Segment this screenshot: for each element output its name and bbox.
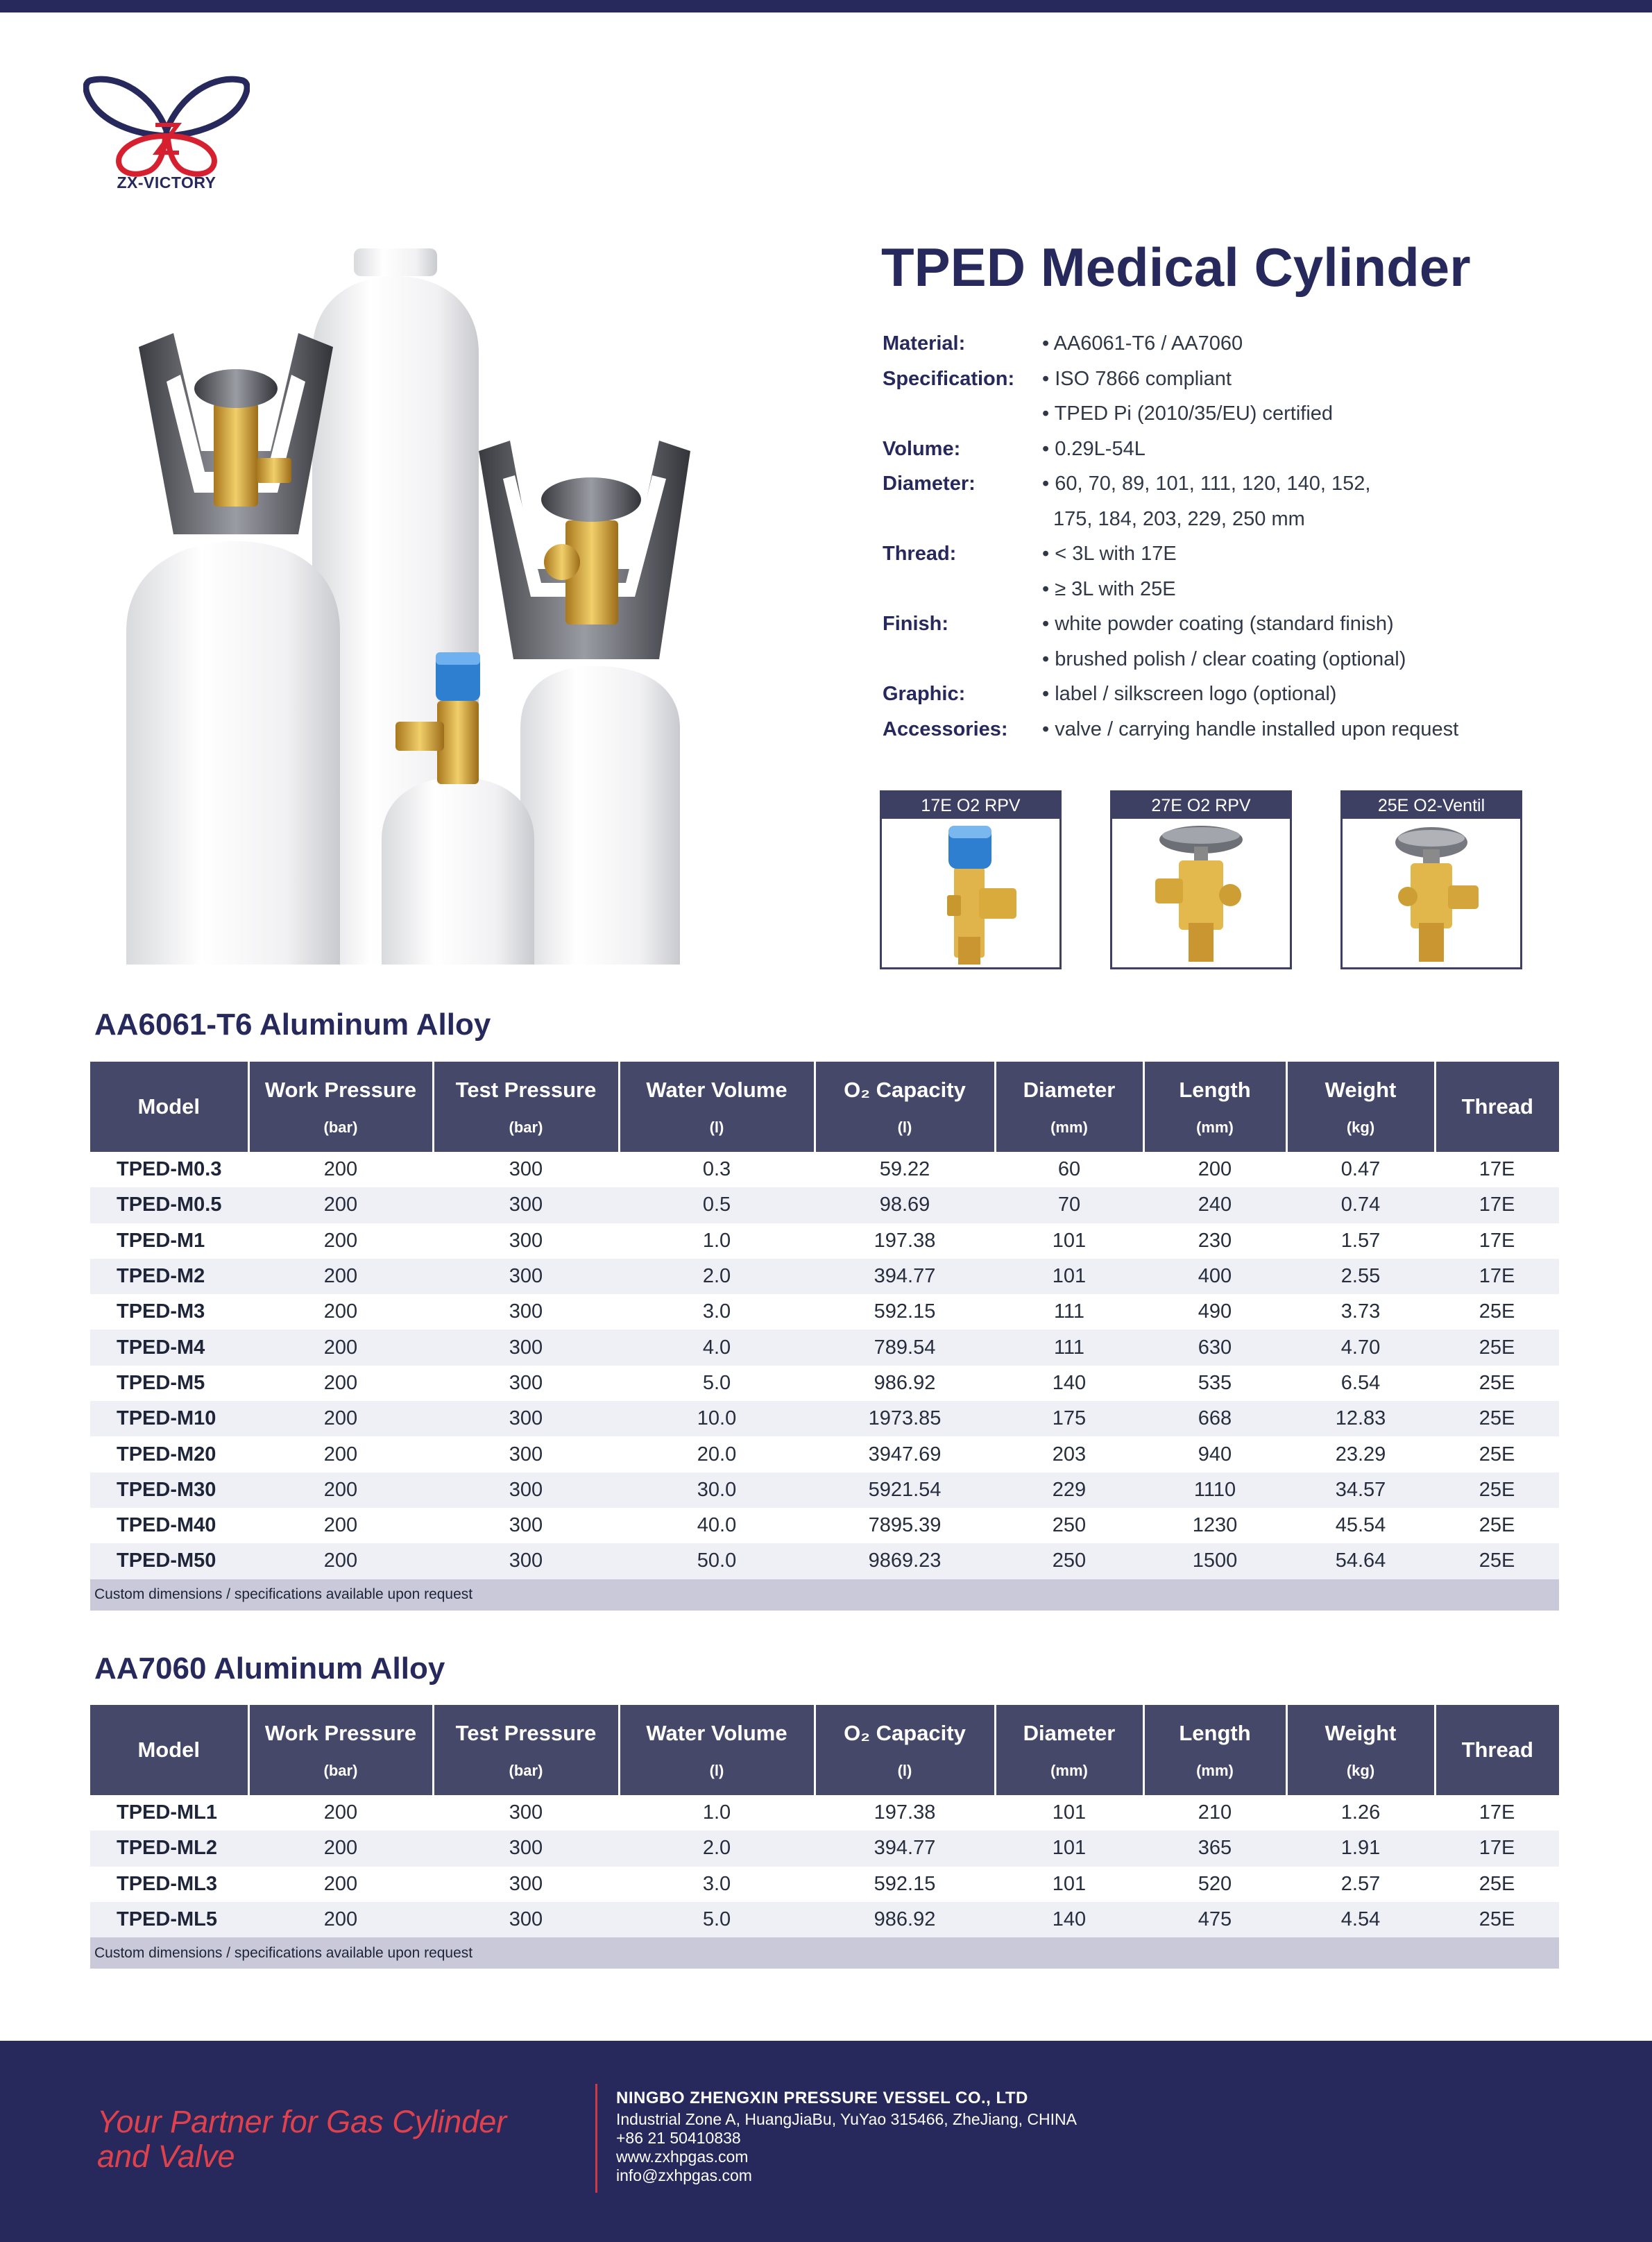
model-cell: TPED-M1 — [117, 1229, 205, 1252]
table-cell: 101 — [1052, 1872, 1087, 1895]
table-cell: 200 — [1198, 1158, 1232, 1181]
spec-value: • AA6061-T6 / AA7060 — [1042, 332, 1243, 355]
table-cell: 4.0 — [619, 1330, 815, 1365]
table-note: Custom dimensions / specifications available upon request — [90, 1579, 1559, 1611]
spec-value: • 60, 70, 89, 101, 111, 120, 140, 152, — [1042, 473, 1371, 495]
model-cell: TPED-M2 — [90, 1259, 248, 1294]
table-cell: 23.29 — [1335, 1443, 1386, 1466]
table-cell: 300 — [433, 1259, 619, 1294]
table-cell: 101 — [995, 1831, 1143, 1866]
valve-card-27e — [1110, 790, 1292, 969]
table-cell: 20.0 — [697, 1443, 737, 1466]
table-cell: 200 — [323, 1300, 358, 1323]
valve-card-25e — [1340, 790, 1522, 969]
spec-row — [883, 466, 1590, 502]
spec-value: • TPED Pi (2010/35/EU) certified — [1042, 402, 1334, 425]
spec-value: • 0.29L-54L — [1042, 437, 1146, 460]
table-cell: 197.38 — [874, 1801, 936, 1824]
table-cell: 200 — [323, 1443, 358, 1466]
table-cell: 59.22 — [879, 1158, 930, 1181]
table-cell: 300 — [509, 1801, 543, 1824]
table-note-row — [90, 1937, 1559, 1969]
spec-row — [883, 326, 1590, 362]
model-cell: TPED-M0.5 — [90, 1187, 248, 1223]
table-cell: 101 — [1052, 1229, 1087, 1252]
table-cell: 60 — [1057, 1158, 1081, 1181]
table-cell: 101 — [1052, 1801, 1087, 1824]
spec-label: Thread: — [883, 543, 957, 565]
table-cell: 394.77 — [815, 1831, 995, 1866]
table-row — [90, 1472, 1559, 1508]
spec-value: • ISO 7866 compliant — [1042, 367, 1232, 390]
table-cell: 789.54 — [815, 1330, 995, 1365]
spec-list — [883, 326, 1590, 747]
table-cell: 200 — [248, 1401, 433, 1436]
table-header-row — [90, 1705, 1559, 1795]
company-email[interactable]: info@zxhpgas.com — [616, 2166, 752, 2184]
spec-value: • < 3L with 17E — [1042, 543, 1177, 565]
model-cell: TPED-M0.3 — [117, 1158, 222, 1181]
column-header: Length (mm) — [1143, 1062, 1286, 1152]
valve-card-label: 25E O2-Ventil — [1343, 792, 1520, 819]
spec-label — [883, 396, 1042, 432]
spec-row — [883, 606, 1590, 642]
aa6061-table — [90, 1062, 1559, 1611]
table-cell: 98.69 — [815, 1187, 995, 1223]
column-header: Test Pressure (bar) — [433, 1062, 619, 1152]
table-cell: 2.55 — [1286, 1259, 1435, 1294]
table-cell: 5.0 — [702, 1371, 731, 1394]
model-cell: TPED-M30 — [90, 1472, 248, 1508]
table-row — [90, 1795, 1559, 1831]
spec-label: Accessories: — [883, 717, 1008, 740]
model-cell: TPED-M10 — [90, 1401, 248, 1436]
table-cell: 300 — [509, 1371, 543, 1394]
table-cell: 300 — [509, 1158, 543, 1181]
table-cell: 7895.39 — [868, 1514, 942, 1537]
table-row — [90, 1831, 1559, 1866]
table-cell: 203 — [1052, 1443, 1087, 1466]
column-header: Model — [90, 1062, 248, 1152]
column-header: Thread — [1435, 1062, 1559, 1152]
spec-value: • valve / carrying handle installed upon request — [1042, 717, 1459, 740]
table-cell: 300 — [509, 1872, 543, 1895]
spec-label: Volume: — [883, 437, 961, 460]
table-cell: 0.74 — [1286, 1187, 1435, 1223]
model-cell: TPED-M20 — [117, 1443, 216, 1466]
table-cell: 17E — [1435, 1259, 1559, 1294]
table-cell: 25E — [1435, 1330, 1559, 1365]
spec-label: Material: — [883, 332, 966, 355]
column-header: Length (mm) — [1143, 1705, 1286, 1795]
spec-row — [883, 677, 1590, 712]
table-cell: 230 — [1198, 1229, 1232, 1252]
spec-row — [883, 432, 1590, 467]
table-cell: 25E — [1479, 1371, 1515, 1394]
table-cell: 300 — [433, 1831, 619, 1866]
table-cell: 200 — [248, 1259, 433, 1294]
table-cell: 1973.85 — [815, 1401, 995, 1436]
page-title: TPED Medical Cylinder — [881, 237, 1471, 298]
spec-value: • label / silkscreen logo (optional) — [1042, 683, 1337, 705]
table-cell: 50.0 — [619, 1543, 815, 1579]
table-cell: 1.0 — [702, 1229, 731, 1252]
table-cell: 300 — [433, 1330, 619, 1365]
table-cell: 17E — [1479, 1158, 1515, 1181]
table-cell: 17E — [1479, 1229, 1515, 1252]
cylinder-product-image — [90, 243, 701, 965]
top-bar — [0, 0, 1652, 12]
table-cell: 240 — [1143, 1187, 1286, 1223]
column-header: Water Volume (l) — [619, 1062, 815, 1152]
table-row — [90, 1867, 1559, 1902]
table-cell: 10.0 — [619, 1401, 815, 1436]
table-cell: 0.47 — [1340, 1158, 1381, 1181]
table-row — [90, 1223, 1559, 1259]
table-cell: 940 — [1198, 1443, 1232, 1466]
table-cell: 520 — [1198, 1872, 1232, 1895]
table-cell: 535 — [1198, 1371, 1232, 1394]
spec-label: Graphic: — [883, 683, 966, 705]
company-phone: +86 21 50410838 — [616, 2129, 741, 2147]
spec-label — [883, 572, 1042, 607]
column-header: Work Pressure (bar) — [248, 1705, 433, 1795]
table-header-row — [90, 1062, 1559, 1152]
column-header: Thread — [1435, 1705, 1559, 1795]
spec-row — [883, 712, 1590, 747]
table-cell: 54.64 — [1286, 1543, 1435, 1579]
table-row — [90, 1902, 1559, 1937]
spec-row — [883, 572, 1590, 607]
spec-label: Diameter: — [883, 473, 976, 495]
table-cell: 200 — [323, 1229, 358, 1252]
table-cell: 490 — [1198, 1300, 1232, 1323]
table-cell: 475 — [1143, 1902, 1286, 1937]
spec-row — [883, 642, 1590, 677]
column-header: O₂ Capacity (l) — [815, 1705, 995, 1795]
table-cell: 365 — [1143, 1831, 1286, 1866]
table-cell: 25E — [1479, 1443, 1515, 1466]
spec-value: • ≥ 3L with 25E — [1042, 577, 1176, 600]
table-cell: 200 — [248, 1831, 433, 1866]
table-cell: 3.73 — [1340, 1300, 1381, 1323]
table-cell: 9869.23 — [815, 1543, 995, 1579]
table-cell: 34.57 — [1286, 1472, 1435, 1508]
spec-value: 175, 184, 203, 229, 250 mm — [1053, 507, 1305, 530]
table-cell: 111 — [1053, 1300, 1085, 1323]
table-cell: 592.15 — [874, 1872, 936, 1895]
column-header: Diameter (mm) — [995, 1705, 1143, 1795]
valve-card-label: 17E O2 RPV — [882, 792, 1059, 819]
table-cell: 200 — [248, 1543, 433, 1579]
table-cell: 210 — [1198, 1801, 1232, 1824]
table-cell: 101 — [995, 1259, 1143, 1294]
table-cell: 300 — [509, 1443, 543, 1466]
table-cell: 630 — [1143, 1330, 1286, 1365]
table-cell: 25E — [1435, 1543, 1559, 1579]
table-cell: 300 — [433, 1187, 619, 1223]
model-cell: TPED-M4 — [90, 1330, 248, 1365]
column-header: Work Pressure (bar) — [248, 1062, 433, 1152]
footer-divider — [595, 2084, 597, 2193]
table-note: Custom dimensions / specifications available upon request — [90, 1937, 1559, 1969]
column-header: Weight (kg) — [1286, 1705, 1435, 1795]
model-cell: TPED-M40 — [117, 1514, 216, 1537]
spec-label: Finish: — [883, 613, 949, 635]
table-cell: 40.0 — [697, 1514, 737, 1537]
table-cell: 250 — [1052, 1514, 1087, 1537]
table-row — [90, 1294, 1559, 1330]
table-cell: 4.54 — [1286, 1902, 1435, 1937]
spec-row — [883, 362, 1590, 397]
aa7060-table — [90, 1705, 1559, 1969]
model-cell: TPED-ML3 — [117, 1872, 217, 1895]
table-cell: 17E — [1435, 1831, 1559, 1866]
spec-label: Specification: — [883, 367, 1015, 390]
model-cell: TPED-ML5 — [90, 1902, 248, 1937]
table-cell: 200 — [248, 1187, 433, 1223]
spec-value: • white powder coating (standard finish) — [1042, 613, 1394, 635]
table-cell: 986.92 — [815, 1902, 995, 1937]
table-row — [90, 1330, 1559, 1365]
model-cell: TPED-M5 — [117, 1371, 205, 1394]
tagline — [97, 2105, 506, 2174]
table-cell: 229 — [995, 1472, 1143, 1508]
table-row — [90, 1259, 1559, 1294]
table-cell: 111 — [995, 1330, 1143, 1365]
table-cell: 2.0 — [619, 1831, 815, 1866]
model-cell: TPED-M50 — [90, 1543, 248, 1579]
table1-title: AA6061-T6 Aluminum Alloy — [94, 1008, 491, 1042]
table-cell: 1500 — [1143, 1543, 1286, 1579]
spec-row — [883, 396, 1590, 432]
table-note-row — [90, 1579, 1559, 1611]
column-header: Diameter (mm) — [995, 1062, 1143, 1152]
spec-label — [883, 642, 1042, 677]
table-cell: 300 — [433, 1401, 619, 1436]
table-cell: 1.57 — [1340, 1229, 1381, 1252]
table-cell: 592.15 — [874, 1300, 936, 1323]
table-cell: 1.91 — [1286, 1831, 1435, 1866]
table-row — [90, 1543, 1559, 1579]
company-info — [616, 2087, 1077, 2185]
table-cell: 25E — [1435, 1401, 1559, 1436]
table-row — [90, 1366, 1559, 1401]
table-cell: 197.38 — [874, 1229, 936, 1252]
table-cell: 400 — [1143, 1259, 1286, 1294]
table-cell: 175 — [995, 1401, 1143, 1436]
table-cell: 250 — [995, 1543, 1143, 1579]
table-cell: 200 — [248, 1472, 433, 1508]
table-cell: 200 — [323, 1371, 358, 1394]
table-row — [90, 1187, 1559, 1223]
table-cell: 986.92 — [874, 1371, 936, 1394]
table-cell: 12.83 — [1286, 1401, 1435, 1436]
table-cell: 1110 — [1143, 1472, 1286, 1508]
table-cell: 200 — [323, 1801, 358, 1824]
table-cell: 300 — [433, 1472, 619, 1508]
valve-27e-icon — [1112, 819, 1290, 967]
table-cell: 2.57 — [1340, 1872, 1381, 1895]
table-cell: 2.0 — [619, 1259, 815, 1294]
footer — [0, 2041, 1652, 2242]
table-cell: 25E — [1479, 1514, 1515, 1537]
table-cell: 300 — [509, 1229, 543, 1252]
valve-25e-icon — [1343, 819, 1520, 967]
table-cell: 200 — [323, 1514, 358, 1537]
table-cell: 300 — [509, 1300, 543, 1323]
table-cell: 200 — [248, 1902, 433, 1937]
table-cell: 25E — [1479, 1300, 1515, 1323]
table-cell: 1230 — [1192, 1514, 1238, 1537]
table-cell: 70 — [995, 1187, 1143, 1223]
table-cell: 200 — [323, 1872, 358, 1895]
spec-label — [883, 502, 1042, 537]
table-cell: 140 — [1052, 1371, 1087, 1394]
valve-card-label: 27E O2 RPV — [1112, 792, 1290, 819]
table-cell: 30.0 — [619, 1472, 815, 1508]
table-cell: 17E — [1479, 1801, 1515, 1824]
table-cell: 1.0 — [702, 1801, 731, 1824]
table-cell: 3947.69 — [868, 1443, 942, 1466]
table-cell: 25E — [1479, 1872, 1515, 1895]
table-cell: 0.5 — [619, 1187, 815, 1223]
company-website[interactable]: www.zxhpgas.com — [616, 2148, 749, 2166]
spec-row — [883, 536, 1590, 572]
model-cell: TPED-ML1 — [117, 1801, 217, 1824]
column-header: O₂ Capacity (l) — [815, 1062, 995, 1152]
logo-text: ZX-VICTORY — [117, 173, 216, 192]
table-cell: 394.77 — [815, 1259, 995, 1294]
column-header: Water Volume (l) — [619, 1705, 815, 1795]
column-header: Weight (kg) — [1286, 1062, 1435, 1152]
table-cell: 200 — [248, 1330, 433, 1365]
table-cell: 3.0 — [702, 1872, 731, 1895]
table-row — [90, 1152, 1559, 1187]
table-cell: 140 — [995, 1902, 1143, 1937]
column-header: Test Pressure (bar) — [433, 1705, 619, 1795]
model-cell: TPED-M3 — [117, 1300, 205, 1323]
table-cell: 25E — [1435, 1472, 1559, 1508]
table-row — [90, 1508, 1559, 1543]
valve-17e-icon — [882, 819, 1059, 967]
tagline-line: and Valve — [97, 2139, 235, 2174]
table-cell: 1.26 — [1340, 1801, 1381, 1824]
column-header: Model — [90, 1705, 248, 1795]
spec-value: • brushed polish / clear coating (optional) — [1042, 647, 1406, 670]
table-cell: 5.0 — [619, 1902, 815, 1937]
tagline-line: Your Partner for Gas Cylinder — [97, 2104, 507, 2139]
table-cell: 0.3 — [702, 1158, 731, 1181]
company-name: NINGBO ZHENGXIN PRESSURE VESSEL CO., LTD — [616, 2089, 1028, 2107]
model-cell: TPED-ML2 — [90, 1831, 248, 1866]
table-cell: 3.0 — [702, 1300, 731, 1323]
table-cell: 17E — [1435, 1187, 1559, 1223]
spec-row — [883, 502, 1590, 537]
table-row — [90, 1401, 1559, 1436]
valve-card-17e — [880, 790, 1062, 969]
table-cell: 45.54 — [1335, 1514, 1386, 1537]
company-address: Industrial Zone A, HuangJiaBu, YuYao 315466, ZheJiang, CHINA — [616, 2110, 1078, 2128]
table-cell: 300 — [509, 1514, 543, 1537]
table-cell: 668 — [1143, 1401, 1286, 1436]
table-row — [90, 1436, 1559, 1472]
table-cell: 25E — [1435, 1902, 1559, 1937]
table-cell: 300 — [433, 1543, 619, 1579]
table-cell: 200 — [323, 1158, 358, 1181]
table-cell: 5921.54 — [815, 1472, 995, 1508]
table-cell: 4.70 — [1286, 1330, 1435, 1365]
table-cell: 6.54 — [1340, 1371, 1381, 1394]
table2-title: AA7060 Aluminum Alloy — [94, 1651, 445, 1685]
table-cell: 300 — [433, 1902, 619, 1937]
